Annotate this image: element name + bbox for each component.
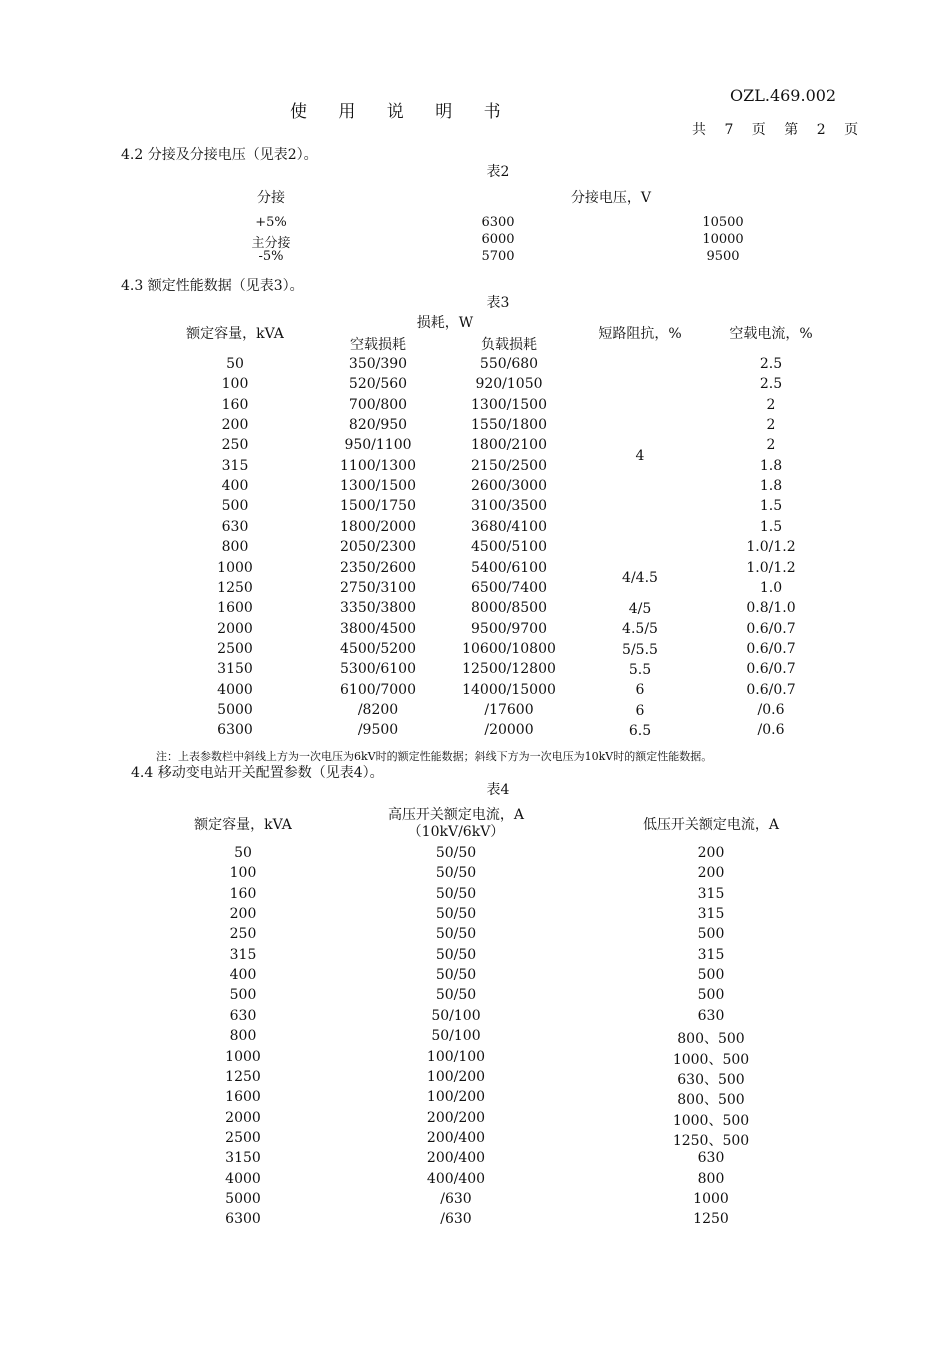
table3-cell-noload-loss: 820/950 [348, 417, 408, 434]
table3-cell-noload-loss: 1300/1500 [340, 478, 416, 495]
table4-cell-hv-current: 50/50 [435, 926, 477, 943]
table3-cell-load-loss: 14000/15000 [462, 681, 556, 698]
table3-cell-capacity: 50 [226, 356, 244, 372]
table4-cell-hv-current: 50/50 [435, 987, 477, 1004]
table4-cell-hv-current: 100/200 [426, 1089, 486, 1106]
table3-cell-capacity: 1000 [217, 559, 253, 576]
table3-cell-load-loss: 1550/1800 [471, 417, 547, 434]
table3-impedance-2500: 5/5.5 [622, 642, 658, 658]
table4-cell-capacity: 315 [229, 946, 257, 963]
table4-cell-lv-current: 315 [697, 946, 725, 963]
table4-cell-lv-current: 500 [697, 926, 725, 943]
table4-cell-lv-current: 800 [697, 1170, 725, 1187]
table3-cell-load-loss: 3100/3500 [471, 498, 547, 515]
table3-cell-capacity: 2500 [217, 640, 253, 657]
table4-cell-lv-current: 1250、500 [672, 1132, 750, 1149]
table4-cell-hv-current: 50/50 [435, 865, 477, 882]
table3-header-impedance: 短路阻抗，% [598, 326, 682, 342]
table2-cell-10kv: 10000 [702, 232, 744, 247]
table4-cell-lv-current: 200 [697, 865, 725, 882]
table3-cell-noload-loss: 6100/7000 [340, 681, 416, 698]
table4-cell-hv-current: 100/100 [426, 1048, 486, 1065]
table4-header-capacity: 额定容量，kVA [194, 817, 292, 833]
table3-impedance-group2: 4/4.5 [622, 570, 658, 586]
table3-cell-noload-current: 0.6/0.7 [746, 620, 796, 637]
table4-cell-capacity: 400 [229, 967, 257, 984]
table2-caption: 表2 [486, 164, 510, 180]
table3-cell-noload-current: 0.6/0.7 [746, 640, 796, 657]
table4-cell-lv-current: 1000 [693, 1190, 729, 1207]
table3-cell-noload-current: /0.6 [757, 722, 785, 739]
table3-impedance-group1: 4 [635, 448, 645, 464]
table3-cell-load-loss: 12500/12800 [462, 661, 556, 678]
table3-cell-noload-loss: 700/800 [348, 396, 408, 413]
table4-cell-lv-current: 630 [697, 1007, 725, 1024]
table3-cell-noload-loss: /8200 [357, 701, 399, 718]
table3-cell-noload-loss: 520/560 [348, 376, 408, 393]
table3-caption: 表3 [486, 295, 510, 311]
table3-cell-noload-current: 1.5 [759, 518, 783, 535]
table4-cell-capacity: 1600 [225, 1089, 261, 1106]
table3-cell-noload-current: 1.0/1.2 [746, 539, 796, 556]
table3-cell-load-loss: 3680/4100 [471, 518, 547, 535]
table3-cell-capacity: 5000 [217, 701, 253, 718]
table3-cell-noload-current: 0.6/0.7 [746, 661, 796, 678]
table3-cell-noload-current: 1.8 [759, 478, 783, 495]
table3-cell-capacity: 1250 [217, 579, 253, 596]
table4-cell-capacity: 50 [234, 845, 252, 861]
table3-cell-noload-loss: 2050/2300 [340, 539, 416, 556]
table3-cell-load-loss: /20000 [484, 722, 534, 739]
table4-cell-capacity: 2000 [225, 1109, 261, 1126]
table3-cell-capacity: 400 [221, 478, 249, 495]
table4-cell-lv-current: 1000、500 [672, 1112, 750, 1129]
table3-cell-noload-current: 0.8/1.0 [746, 600, 796, 617]
table3-impedance-2000: 4.5/5 [622, 621, 658, 637]
table4-cell-hv-current: 100/200 [426, 1068, 486, 1085]
table3-cell-load-loss: 2600/3000 [471, 478, 547, 495]
table4-cell-capacity: 6300 [225, 1211, 261, 1228]
table3-cell-capacity: 4000 [217, 681, 253, 698]
table2-cell-tap: -5% [258, 249, 284, 264]
section-4-4-heading: 4.4 移动变电站开关配置参数（见表4）。 [131, 765, 384, 781]
table4-cell-lv-current: 315 [697, 906, 725, 923]
section-4-2-heading: 4.2 分接及分接电压（见表2）。 [121, 147, 318, 163]
table3-cell-noload-loss: 950/1100 [344, 437, 412, 454]
table4-cell-lv-current: 800、500 [677, 1031, 745, 1048]
table3-cell-noload-current: 0.6/0.7 [746, 681, 796, 698]
table3-cell-load-loss: 10600/10800 [462, 640, 556, 657]
table3-header-capacity: 额定容量，kVA [186, 326, 284, 342]
table4-cell-lv-current: 1000、500 [672, 1051, 750, 1068]
table2-cell-10kv: 10500 [702, 215, 744, 230]
table3-cell-capacity: 200 [221, 417, 249, 434]
table3-cell-noload-current: /0.6 [757, 701, 785, 718]
table4-cell-hv-current: 400/400 [426, 1170, 486, 1187]
table3-cell-noload-loss: /9500 [357, 722, 399, 739]
table3-impedance-6300: 6.5 [628, 723, 652, 739]
table3-cell-capacity: 3150 [217, 661, 253, 678]
table4-cell-capacity: 200 [229, 906, 257, 923]
table3-cell-noload-loss: 1100/1300 [340, 457, 416, 474]
table2-cell-6kv: 5700 [481, 249, 515, 264]
table3-cell-capacity: 1600 [217, 600, 253, 617]
table4-cell-hv-current: 50/50 [435, 906, 477, 923]
table2-cell-6kv: 6000 [481, 232, 515, 247]
table2-header-tap: 分接 [257, 190, 285, 206]
table3-cell-noload-loss: 5300/6100 [340, 661, 416, 678]
table3-cell-noload-current: 2 [766, 396, 776, 413]
table4-cell-capacity: 630 [229, 1007, 257, 1024]
table4-cell-hv-current: 200/400 [426, 1129, 486, 1146]
table4-cell-hv-current: 50/50 [435, 946, 477, 963]
table2-cell-10kv: 9500 [706, 249, 740, 264]
table4-cell-capacity: 1250 [225, 1068, 261, 1085]
section-4-3-heading: 4.3 额定性能数据（见表3）。 [121, 278, 304, 294]
table3-cell-noload-current: 2 [766, 417, 776, 434]
table4-cell-capacity: 1000 [225, 1048, 261, 1065]
table4-cell-hv-current: /630 [440, 1190, 472, 1207]
table3-cell-noload-current: 1.0/1.2 [746, 559, 796, 576]
table3-cell-load-loss: 6500/7400 [471, 579, 547, 596]
table3-cell-noload-current: 1.0 [759, 579, 783, 596]
table3-impedance-4000: 6 [635, 682, 645, 698]
table4-cell-capacity: 5000 [225, 1190, 261, 1207]
table4-cell-lv-current: 200 [697, 845, 725, 861]
table3-cell-capacity: 250 [221, 437, 249, 454]
table3-cell-noload-loss: 350/390 [348, 356, 408, 372]
table3-cell-capacity: 315 [221, 457, 249, 474]
table3-cell-load-loss: 1800/2100 [471, 437, 547, 454]
table4-cell-capacity: 2500 [225, 1129, 261, 1146]
table3-cell-load-loss: 4500/5100 [471, 539, 547, 556]
table2-cell-6kv: 6300 [481, 215, 515, 230]
document-title: 使 用 说 明 书 [290, 102, 502, 122]
table4-caption: 表4 [486, 782, 510, 798]
table3-cell-noload-current: 2 [766, 437, 776, 454]
table4-cell-hv-current: 50/100 [431, 1007, 481, 1024]
document-number: OZL.469.002 [730, 86, 837, 105]
table4-cell-lv-current: 1250 [693, 1211, 729, 1228]
table3-cell-capacity: 6300 [217, 722, 253, 739]
table3-header-noload-loss: 空载损耗 [350, 337, 406, 353]
table4-cell-hv-current: 50/50 [435, 967, 477, 984]
page-info: 共 7 页 第 2 页 [692, 122, 859, 138]
table3-cell-noload-loss: 1500/1750 [340, 498, 416, 515]
table3-cell-noload-current: 1.5 [759, 498, 783, 515]
table3-cell-load-loss: 5400/6100 [471, 559, 547, 576]
table3-impedance-5000: 6 [635, 703, 645, 719]
table3-cell-load-loss: 8000/8500 [471, 600, 547, 617]
table2-header-voltage: 分接电压，V [570, 190, 652, 206]
table2-cell-tap: 主分接 [251, 236, 291, 251]
table4-cell-capacity: 160 [229, 885, 257, 902]
table4-cell-capacity: 500 [229, 987, 257, 1004]
table3-cell-load-loss: 920/1050 [475, 376, 543, 393]
table2-cell-tap: +5% [255, 215, 287, 230]
table3-cell-noload-loss: 2750/3100 [340, 579, 416, 596]
table4-cell-hv-current: 50/50 [435, 885, 477, 902]
table3-header-loss: 损耗，W [416, 315, 474, 331]
table3-cell-noload-loss: 1800/2000 [340, 518, 416, 535]
table4-cell-hv-current: 200/200 [426, 1109, 486, 1126]
table3-header-load-loss: 负载损耗 [481, 337, 537, 353]
table3-cell-noload-loss: 4500/5200 [340, 640, 416, 657]
table3-header-noload-current: 空载电流，% [729, 326, 813, 342]
table4-cell-capacity: 3150 [225, 1150, 261, 1167]
table4-cell-capacity: 800 [229, 1028, 257, 1045]
table4-cell-lv-current: 500 [697, 987, 725, 1004]
table3-cell-load-loss: 9500/9700 [471, 620, 547, 637]
table4-header-lv: 低压开关额定电流，A [642, 817, 780, 833]
table3-cell-noload-current: 2.5 [759, 376, 783, 393]
table4-cell-capacity: 100 [229, 865, 257, 882]
table4-cell-lv-current: 500 [697, 967, 725, 984]
table3-impedance-1600: 4/5 [628, 601, 652, 617]
table3-cell-capacity: 630 [221, 518, 249, 535]
table3-cell-noload-loss: 2350/2600 [340, 559, 416, 576]
table4-cell-hv-current: 200/400 [426, 1150, 486, 1167]
table3-cell-noload-current: 2.5 [759, 356, 783, 372]
table3-cell-capacity: 2000 [217, 620, 253, 637]
table3-cell-load-loss: 2150/2500 [471, 457, 547, 474]
table3-note: 注：上表参数栏中斜线上方为一次电压为6kV时的额定性能数据；斜线下方为一次电压为10kV时的额定性能数据。 [156, 750, 713, 763]
table3-cell-capacity: 500 [221, 498, 249, 515]
table4-cell-capacity: 4000 [225, 1170, 261, 1187]
table3-cell-load-loss: /17600 [484, 701, 534, 718]
table4-cell-hv-current: /630 [440, 1211, 472, 1228]
table4-cell-capacity: 250 [229, 926, 257, 943]
table4-cell-hv-current: 50/100 [431, 1028, 481, 1045]
table4-cell-lv-current: 315 [697, 885, 725, 902]
table4-header-hv-sub: （10kV/6kV） [407, 824, 505, 840]
table4-cell-lv-current: 800、500 [677, 1092, 745, 1109]
table3-cell-noload-loss: 3350/3800 [340, 600, 416, 617]
table3-cell-load-loss: 550/680 [479, 356, 539, 372]
table3-cell-capacity: 100 [221, 376, 249, 393]
table3-cell-noload-loss: 3800/4500 [340, 620, 416, 637]
table4-cell-lv-current: 630 [697, 1150, 725, 1167]
table3-cell-capacity: 160 [221, 396, 249, 413]
table3-impedance-3150: 5.5 [628, 662, 652, 678]
table4-cell-hv-current: 50/50 [435, 845, 477, 861]
table4-header-hv: 高压开关额定电流，A [387, 807, 525, 823]
table3-cell-load-loss: 1300/1500 [471, 396, 547, 413]
table3-cell-noload-current: 1.8 [759, 457, 783, 474]
table3-cell-capacity: 800 [221, 539, 249, 556]
table4-cell-lv-current: 630、500 [677, 1071, 745, 1088]
